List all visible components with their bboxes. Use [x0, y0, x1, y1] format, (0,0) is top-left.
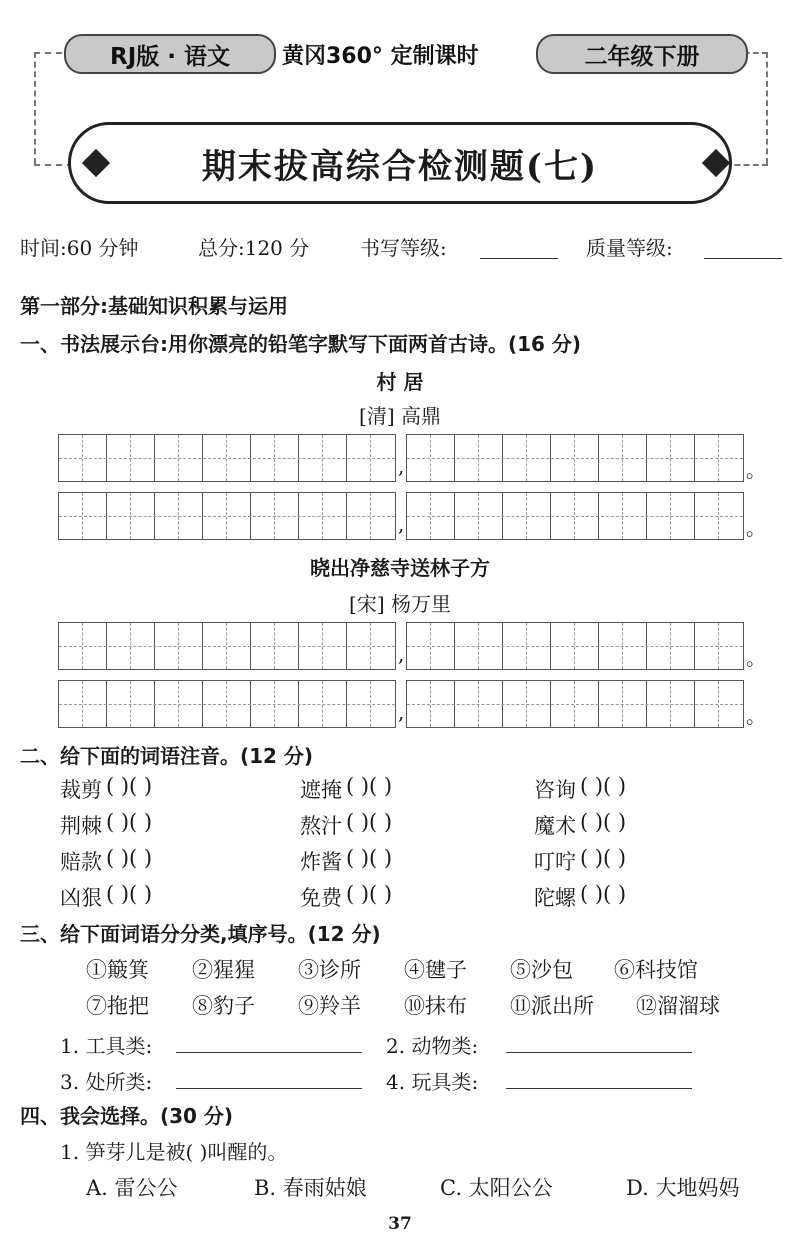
category-tools: 1. 工具类:: [60, 1034, 153, 1058]
comma: ,: [398, 454, 405, 478]
word-option: ⑫溜溜球: [636, 994, 720, 1018]
word-option: ②猩猩: [192, 958, 255, 982]
brand-label: 黄冈360° 定制课时: [282, 44, 479, 69]
word: 裁剪: [60, 778, 102, 802]
category-toys-blank[interactable]: [506, 1088, 692, 1089]
word-option: ⑥科技馆: [614, 958, 698, 982]
pinyin-blanks[interactable]: ( )( ): [346, 810, 393, 834]
poem2-line2-grid-a[interactable]: [58, 680, 396, 728]
poem1-line1-grid-b[interactable]: [406, 434, 744, 482]
period: 。: [746, 704, 766, 728]
pinyin-blanks[interactable]: ( )( ): [106, 846, 153, 870]
period: 。: [746, 646, 766, 670]
word-option: ⑩抹布: [404, 994, 467, 1018]
page-number: 37: [388, 1214, 412, 1234]
comma: ,: [398, 642, 405, 666]
time-info: 时间:60 分钟: [20, 236, 139, 260]
category-animals-blank[interactable]: [506, 1052, 692, 1053]
word: 魔术: [534, 814, 576, 838]
edition-badge: RJ版 · 语文: [64, 34, 276, 74]
pinyin-blanks[interactable]: ( )( ): [106, 882, 153, 906]
poem1-line2-grid-a[interactable]: [58, 492, 396, 540]
category-animals: 2. 动物类:: [386, 1034, 479, 1058]
word-option: ⑪派出所: [510, 994, 594, 1018]
word: 叮咛: [534, 850, 576, 874]
pinyin-blanks[interactable]: ( )( ): [106, 810, 153, 834]
q3-heading: 三、给下面词语分分类,填序号。(12 分): [20, 922, 381, 946]
comma: ,: [398, 700, 405, 724]
poem2-line2-grid-b[interactable]: [406, 680, 744, 728]
pinyin-blanks[interactable]: ( )( ): [106, 774, 153, 798]
word-option: ⑧豹子: [192, 994, 255, 1018]
poem1-author: [清] 高鼎: [359, 404, 441, 428]
poem2-title: 晓出净慈寺送林子方: [310, 556, 490, 580]
word-option: ①簸箕: [86, 958, 149, 982]
category-tools-blank[interactable]: [176, 1052, 362, 1053]
poem2-author: [宋] 杨万里: [349, 592, 451, 616]
word-option: ⑤沙包: [510, 958, 573, 982]
comma: ,: [398, 512, 405, 536]
category-places-blank[interactable]: [176, 1088, 362, 1089]
header-dash-right-vertical: [766, 52, 768, 164]
word-option: ③诊所: [298, 958, 361, 982]
word: 遮掩: [300, 778, 342, 802]
period: 。: [746, 458, 766, 482]
category-toys: 4. 玩具类:: [386, 1070, 479, 1094]
writing-grade-label: 书写等级:: [360, 236, 447, 260]
header-dash-left-vertical: [34, 52, 36, 164]
q4-heading: 四、我会选择。(30 分): [20, 1104, 234, 1128]
quality-grade-label: 质量等级:: [586, 236, 673, 260]
word: 陀螺: [534, 886, 576, 910]
word-option: ⑦拖把: [86, 994, 149, 1018]
word: 熬汁: [300, 814, 342, 838]
category-places: 3. 处所类:: [60, 1070, 153, 1094]
pinyin-blanks[interactable]: ( )( ): [346, 774, 393, 798]
q1-heading: 一、书法展示台:用你漂亮的铅笔字默写下面两首古诗。(16 分): [20, 332, 582, 356]
word-option: ④毽子: [404, 958, 467, 982]
choice-c[interactable]: C. 太阳公公: [440, 1176, 553, 1200]
score-info: 总分:120 分: [198, 236, 310, 260]
pinyin-blanks[interactable]: ( )( ): [346, 846, 393, 870]
quality-grade-blank[interactable]: [704, 258, 782, 259]
word: 荆棘: [60, 814, 102, 838]
grade-badge: 二年级下册: [536, 34, 748, 74]
word: 凶狠: [60, 886, 102, 910]
writing-grade-blank[interactable]: [480, 258, 558, 259]
word: 咨询: [534, 778, 576, 802]
title-banner: [68, 122, 732, 204]
pinyin-blanks[interactable]: ( )( ): [580, 810, 627, 834]
poem2-line1-grid-b[interactable]: [406, 622, 744, 670]
choice-d[interactable]: D. 大地妈妈: [626, 1176, 740, 1200]
pinyin-blanks[interactable]: ( )( ): [580, 774, 627, 798]
part1-heading: 第一部分:基础知识积累与运用: [20, 294, 288, 318]
period: 。: [746, 516, 766, 540]
page-title: 期末拔高综合检测题(七): [201, 146, 599, 187]
poem1-title: 村 居: [376, 370, 424, 394]
word: 免费: [300, 886, 342, 910]
pinyin-blanks[interactable]: ( )( ): [580, 882, 627, 906]
word: 炸酱: [300, 850, 342, 874]
poem2-line1-grid-a[interactable]: [58, 622, 396, 670]
poem1-line2-grid-b[interactable]: [406, 492, 744, 540]
pinyin-blanks[interactable]: ( )( ): [346, 882, 393, 906]
pinyin-blanks[interactable]: ( )( ): [580, 846, 627, 870]
q4-item1: 1. 笋芽儿是被( )叫醒的。: [60, 1140, 288, 1164]
word-option: ⑨羚羊: [298, 994, 361, 1018]
poem1-line1-grid-a[interactable]: [58, 434, 396, 482]
word: 赔款: [60, 850, 102, 874]
choice-a[interactable]: A. 雷公公: [86, 1176, 178, 1200]
choice-b[interactable]: B. 春雨姑娘: [254, 1176, 367, 1200]
q2-heading: 二、给下面的词语注音。(12 分): [20, 744, 314, 768]
